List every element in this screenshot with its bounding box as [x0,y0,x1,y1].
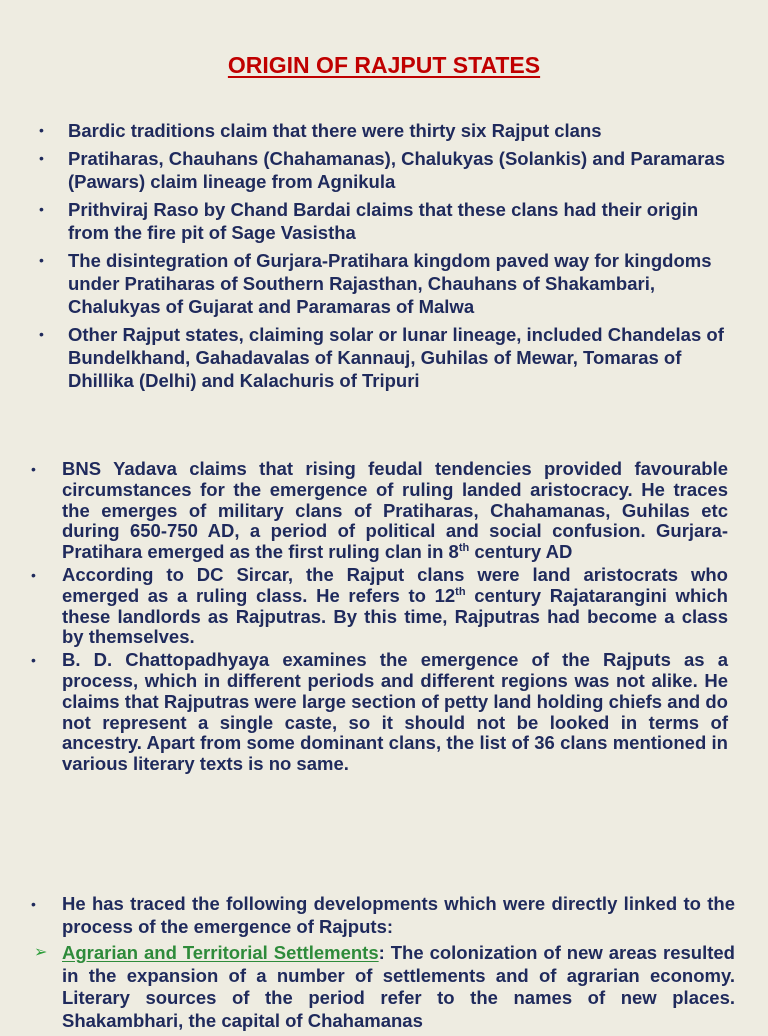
chattopadhyaya-text: B. D. Chattopadhyaya examines the emergence of the Rajputs as a process, which in different periods and different regions was not alike. He claims that Rajputras were large section of petty land holding chiefs and do not represent a single caste, so it should not be looked in terms of ancestry. Apart from some dominant clans, the list of 36 clans mentioned in various literary texts is no same. [62,649,728,775]
list-item-text: Pratiharas, Chauhans (Chahamanas), Chalukyas (Solankis) and Paramaras (Pawars) claim lineage from Agnikula [68,148,725,192]
superscript: th [455,585,466,598]
bullet-icon: • [39,201,44,217]
bullet-icon: • [31,566,36,583]
yadava-text-end: century AD [469,541,573,563]
bullet-icon: • [39,326,44,342]
bullet-list-historians [31,458,728,777]
traced-text: He has traced the following developments which were directly linked to the process of the emergence of Rajputs: [62,893,735,937]
bullet-icon: • [31,652,36,669]
bullet-list-developments [31,893,735,1036]
list-item-chattopadhyaya [31,649,728,775]
list-item-text: Bardic traditions claim that there were thirty six Rajput clans [68,120,602,141]
list-item [39,323,728,392]
list-item [39,249,728,318]
bullet-icon: • [39,150,44,166]
list-item-yadava [31,458,728,563]
list-item [39,198,728,244]
list-item-text: The disintegration of Gurjara-Pratihara kingdom paved way for kingdoms under Pratiharas of Southern Rajasthan, Chauhans of Shakambari, Chalukyas of Gujarat and Paramaras of Malwa [68,250,712,317]
list-item-sircar [31,563,728,648]
yadava-text: BNS Yadava claims that rising feudal tendencies provided favourable circumstances for the emergence of ruling landed aristocracy. He traces the emerges of military clans of Pratiharas, Chahamanas, Guhilas etc during 650-750 AD, a period of political and social confusion. Gurjara-Pratihara emerged as the first ruling clan in 8 [62,458,728,563]
list-item-text: Prithviraj Raso by Chand Bardai claims that these clans had their origin from the fire pit of Sage Vasistha [68,199,699,243]
list-item [39,147,728,193]
bullet-icon: • [31,896,36,912]
slide-title: ORIGIN OF RAJPUT STATES [227,52,541,78]
superscript: th [458,542,470,555]
arrow-bullet-icon: ➢ [34,944,48,961]
list-item [39,119,728,142]
bullet-icon: • [39,122,44,138]
agrarian-heading: Agrarian and Territorial Settlements [62,942,379,963]
sircar-text: According to DC Sircar, the Rajput clans were land aristocrats who emerged as a ruling class. He refers to 12 [62,563,728,606]
list-item-traced [31,893,735,938]
bullet-list-traditions [39,119,728,397]
agrarian-text: : The colonization of new areas resulted in the expansion of a number of settlements and of agrarian economy. Literary sources of the period refer to the names of new places. Shakambhari, the capital of Chahamanas [62,942,735,1031]
bullet-icon: • [31,461,36,477]
list-item-text: Other Rajput states, claiming solar or lunar lineage, included Chandelas of Bundelkhand, Gahadavalas of Kannauj, Guhilas of Mewar, Tomaras of Dhillika (Delhi) and Kalachuris of Tripuri [68,324,724,391]
list-item-agrarian [34,942,735,1032]
sircar-text-end: century Rajatarangini which these landlords as Rajputras. By this time, Rajputras had become a class by themselves. [62,584,728,648]
bullet-icon: • [39,252,44,268]
